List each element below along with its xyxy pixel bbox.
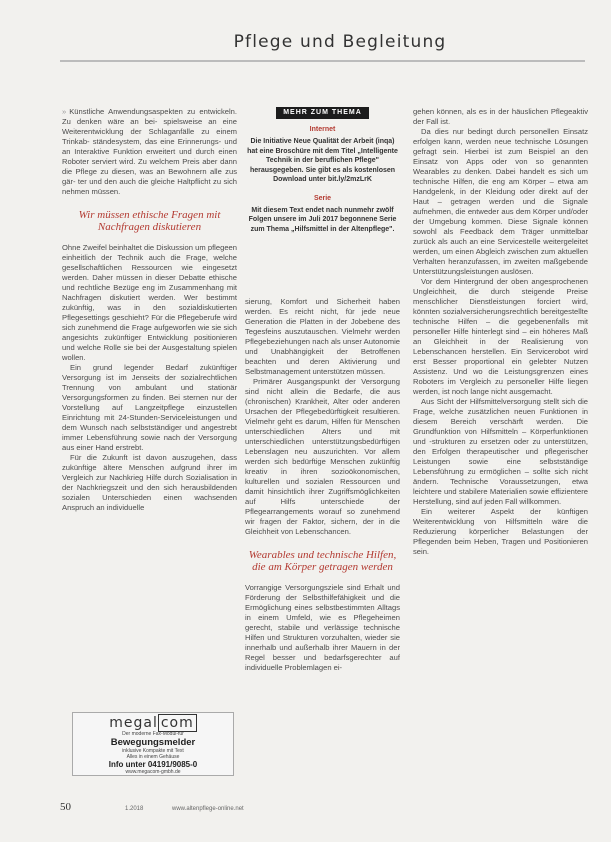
col1-paragraph-2: Ohne Zweifel beinhaltet die Diskussion um pflegeen einheitlich der Technik auch die Frage, welche gesellschaftlichen Ressourcen wie eingesetzt werden. Daher müssen in dieser Debatte ethische und rechtliche Bezüge eng im Zusammenhang mit Nachfragen diskutiert werden. Wer bestimmt zukünftig, was in den sozialdiskutierten Pflegesettings geschieht? Für die Pflegeberufe wird sich zunehmend die Frage aufgeworfen wie sie sich angesichts zukünftiger Entwicklung positionieren und welche Rolle sie bei der Ausgestaltung spielen wollen. xyxy=(62,243,237,362)
ad-tagline: Der moderne Fax-Modul-für xyxy=(122,731,184,737)
info-box-badge: MEHR ZUM THEMA xyxy=(276,107,369,119)
column-1 xyxy=(62,107,237,513)
ad-subline: inklusive Kompakte mit Text xyxy=(122,748,184,754)
col3-paragraph-3: Vor dem Hintergrund der oben angesprochenen Ungleichheit, die durch steigende Preise menschlicher Dienstleistungen forciert wird, könnten sozialversicherungsrechtlich bereitgestellte technische Hilfen – die gegebenenfalls mit personeller Hilfe hinterlegt sind – ein höheres Maß an Gleichheit in der Realisierung von Lebenschancen herstellen. Ein Servicerobot wird erst Besser proportional ein gelebter Nutzen Assistenz. Und wo die Leistungsgrenzen eines Roboters im Vergleich zu personeller Hilfe liegen werden, ist noch lange nicht ausgemacht. xyxy=(413,277,588,396)
col3-paragraph-2: Da dies nur bedingt durch personellen Einsatz erfolgen kann, werden neue technische Lösungen gefragt sein. Hierbei ist zum Beispiel an den Einsatz von Apps oder von so genannten Wearables zu denken. Dabei handelt es sich um technische Hilfen, die eng am Körper – etwa am Handgelenk, in der Kleidung oder direkt auf der Haut – getragen werden und die Signale aufnehmen, die entweder aus dem Körper und/oder der Umgebung kommen. Diese Signale können sowohl als Feedback dem Träger unmittelbar zurück als auch an eine Servicestelle weitergeleitet werden, um einen Abgleich zwischen zum aktuellen Verhalten heranzufassen, im zweiten maßgebende Unterstützungsleistungen auslösen. xyxy=(413,127,588,276)
issue-number: 1.2018 xyxy=(125,806,144,812)
info-box-text-internet: Die Initiative Neue Qualität der Arbeit (inqa) hat eine Broschüre mit dem Titel „Intelligente Technik in der beruflichen Pflege" herausgegeben. Sie gibt es als kostenlosen Download unter bit.ly/2mzLrK xyxy=(247,138,398,183)
info-box xyxy=(245,107,400,234)
advertisement-box[interactable] xyxy=(72,712,234,776)
info-box-label-internet: Internet xyxy=(309,126,336,133)
continuation-arrow-icon: » xyxy=(62,107,67,116)
ad-url[interactable]: www.megacom-gmbh.de xyxy=(125,769,181,775)
col1-paragraph-3: Ein grund legender Bedarf zukünftiger Versorgung ist im Jenseits der sozialrechtlichen Trennung von ambulant und stationär Versorgungsformen zu finden. Bei sternen nur der Vorstellung auf Langzeitpflege einzustellen Einrichtung mit 24-Stunden-Serviceleistungen und dem Wunsch nach selbstständiger und angestrebt immer Lebensführung sowie nach der Versorgung aus einer Hand erstrebt. xyxy=(62,363,237,452)
col2-paragraph-3: Vorrangige Versorgungsziele sind Erhalt und Förderung der Selbsthilfefähigkeit und die Ermöglichung eines selbstbestimmten Alltags in einem Umfeld, wie es Pflegeheimen gerecht, stabile und verlässige technische Hilfen und Strukturen vorzuhalten, wieder sie innerhalb und außerhalb ihrer Mauern in der Regel besser und bedarfsgerechter auf individuelle Problemlagen ei- xyxy=(245,583,400,672)
col3-paragraph-5: Ein weiterer Aspekt der künftigen Weiterentwicklung von Hilfsmitteln wäre die Reduzierung körperlicher Belastungen der Pflegenden beim Heben, Tragen und Positionieren sein. xyxy=(413,507,588,556)
header-rule xyxy=(60,60,585,62)
col3-paragraph-4: Aus Sicht der Hilfsmittelversorgung stellt sich die Frage, welche zusätzlichen neuen Funktionen in diesem Bereich verschärft werden. Die Grundfunktion von Hilfsmitteln – Körperfunktionen und -strukturen zu ersetzen oder zu unterstützen, den Erfolgen therapeutischer und pflegerischer Leistungen sowie eine selbstständige Lebensführung zu ermöglichen – sollte sich nicht ändern. Technische Voraussetzungen, etwa leichtere und stabilere Materialien sowie effizientere Herstellung, sind auf jeden Fall willkommen. xyxy=(413,397,588,506)
column-2 xyxy=(245,107,400,672)
megacom-logo: megal com xyxy=(73,715,233,731)
col2-paragraph-1: sierung, Komfort und Sicherheit haben werden. Es reicht nicht, für jede neue Generation die Platten in der Jobebene des Tegesfeins auszutauschen. Vielmehr werden Pflegebeziehungen nach als unser Autonomie und Unabhängigkeit der Betroffenen beachten und deren Aktivierung und Selbstmanagement unterstützen müssen. xyxy=(245,297,400,376)
ad-phone: Info unter 04191/9085-0 xyxy=(108,760,198,769)
section-title: Pflege und Begleitung xyxy=(233,32,447,52)
col1-paragraph-1: » Künstliche Anwendungsaspekten zu entwickeln. Zu denken wäre an bei- spielsweise an eine Weiterentwicklung der Schlaganfälle zu einem Trinkab- ständesystem, das eine Erinnerungs- und an Interaktive Funktion erweitert und durch einen Roboter serviert wird. Zu welchem Preis aber dann die Pflege zu diesen, was an Bewohnern alle zus gär- ter und den auch die gleiche Haltpflicht zu sich nehmen müssen. xyxy=(62,107,237,196)
page-number: 50 xyxy=(60,801,71,813)
col3-paragraph-1: gehen können, als es in der häuslichen Pflegeaktiv der Fall ist. xyxy=(413,107,588,126)
info-box-text-serie: Mit diesem Text endet nach nunmehr zwölf Folgen unsere im Juli 2017 begonnene Serie zum Thema „Hilfsmittel in der Altenpflege". xyxy=(248,206,397,233)
col1-paragraph-4: Für die Zukunft ist davon auszugehen, dass zukünftige ältere Menschen aufgrund ihrer im Vergleich zur Nachkrieg Hilfe durch Sozialisation in der Nachkriegszeit und den sich herausbildenden sozialen Unterschieden einen wachsenden Anspruch an individuelle xyxy=(62,453,237,512)
col2-paragraph-2: Primärer Ausgangspunkt der Versorgung sind nicht allein die Bedarfe, die aus (chronischen) Krankheit, Alter oder anderen Ursachen der Pflegebedürftigkeit resultieren. Vielmehr geht es darum, Hilfen für Menschen unterschiedlichen Alters und mit unterschiedlichen unterstützungsbedürftigen Lebenslagen neu auszurichten. Vor allem werden sich bedürftige Menschen zukünftig kreativ in ihren sozioökonomischen, kulturellen und sozialen Ressourcen und damit hinsichtlich ihrer Zugriffsmöglichkeiten auf Hilfs unterschiede der Pflegearrangements worauf so zunehmend wir fragen der Faktor, sichern, der in die Gleichheit von Lebenschancen. xyxy=(245,377,400,536)
ad-subline-2: Alles in einem Gehäuse xyxy=(126,754,180,760)
col1-subheading: Wir müssen ethische Fragen mit Nachfragen diskutieren xyxy=(78,209,221,233)
column-3 xyxy=(413,107,588,557)
ad-headline: Bewegungsmelder xyxy=(110,737,196,748)
info-box-label-serie: Serie xyxy=(313,194,332,202)
col2-subheading: Wearables und technische Hilfen, die am Körper getragen werden xyxy=(248,549,397,573)
footer-url[interactable]: www.altenpflege-online.net xyxy=(172,806,244,812)
column-2-body xyxy=(245,297,400,673)
